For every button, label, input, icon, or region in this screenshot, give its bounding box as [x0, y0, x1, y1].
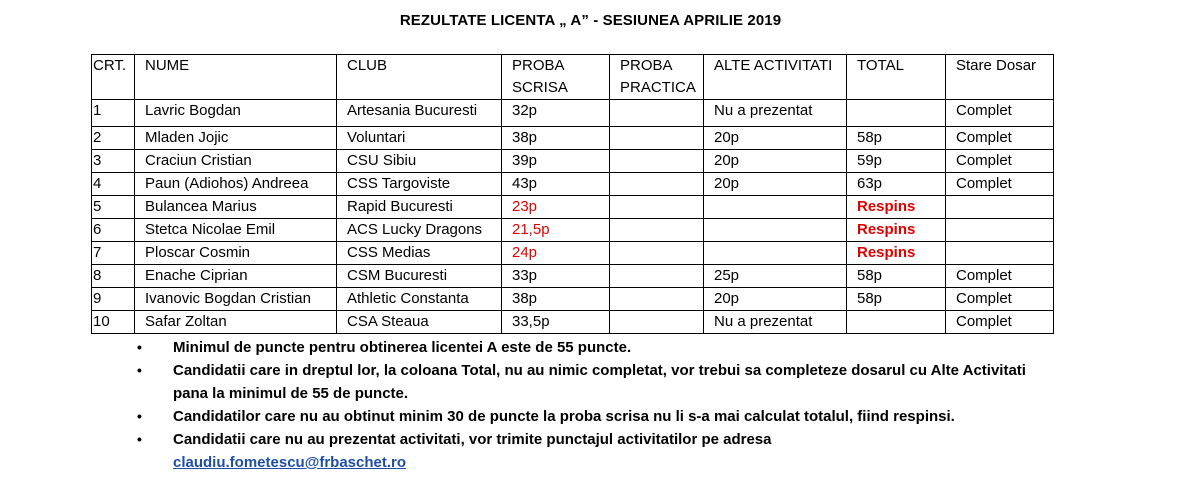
cell-total: 59p — [857, 152, 883, 169]
cell-stare-dosar: Complet — [956, 129, 1012, 146]
cell-club: CSA Steaua — [347, 313, 429, 330]
cell-total: 58p — [857, 290, 883, 307]
header-total: TOTAL — [857, 57, 904, 74]
cell-crt: 8 — [93, 267, 102, 284]
cell-proba-scrisa: 33p — [512, 267, 538, 284]
bullet-icon: • — [137, 362, 142, 378]
cell-alte-activitati: 25p — [714, 267, 740, 284]
header-stare-dosar: Stare Dosar — [956, 57, 1037, 74]
cell-nume: Ploscar Cosmin — [145, 244, 251, 261]
note-item — [135, 336, 1035, 359]
table-row — [92, 242, 1054, 265]
note-item — [135, 428, 1035, 474]
cell-nume: Paun (Adiohos) Andreea — [145, 175, 309, 192]
cell-proba-scrisa: 38p — [512, 129, 538, 146]
cell-crt: 1 — [93, 102, 102, 119]
table-row — [92, 100, 1054, 127]
note-item — [135, 359, 1035, 405]
cell-crt: 5 — [93, 198, 102, 215]
cell-crt: 6 — [93, 221, 102, 238]
cell-total: Respins — [857, 198, 916, 215]
cell-stare-dosar: Complet — [956, 313, 1012, 330]
cell-total: 58p — [857, 267, 883, 284]
table-row — [92, 311, 1054, 334]
cell-crt: 3 — [93, 152, 102, 169]
cell-stare-dosar: Complet — [956, 267, 1012, 284]
cell-alte-activitati: 20p — [714, 152, 740, 169]
cell-stare-dosar: Complet — [956, 102, 1012, 119]
cell-proba-scrisa: 43p — [512, 175, 538, 192]
cell-stare-dosar: Complet — [956, 152, 1012, 169]
cell-club: Artesania Bucuresti — [347, 102, 478, 119]
cell-total: 58p — [857, 129, 883, 146]
cell-alte-activitati: 20p — [714, 175, 740, 192]
table-row — [92, 219, 1054, 242]
cell-club: Rapid Bucuresti — [347, 198, 453, 215]
cell-nume: Bulancea Marius — [145, 198, 257, 215]
cell-total: Respins — [857, 244, 916, 261]
cell-club: CSU Sibiu — [347, 152, 417, 169]
header-alte-activitati: ALTE ACTIVITATI — [714, 57, 833, 74]
table-row — [92, 196, 1054, 219]
cell-crt: 10 — [93, 313, 110, 330]
notes-list — [135, 336, 1035, 474]
note-text: Candidatilor care nu au obtinut minim 30 de puncte la proba scrisa nu li s-a mai calculat totalul, fiind respinsi. — [173, 408, 955, 425]
cell-club: Athletic Constanta — [347, 290, 469, 307]
cell-nume: Craciun Cristian — [145, 152, 252, 169]
note-item — [135, 405, 1035, 428]
bullet-icon: • — [137, 408, 142, 424]
note-text: Candidatii care nu au prezentat activitati, vor trimite punctajul activitatilor pe adresa — [173, 431, 772, 448]
cell-proba-scrisa: 33,5p — [512, 313, 550, 330]
note-text: Candidatii care in dreptul lor, la coloana Total, nu au nimic completat, vor trebui sa completeze dosarul cu Alte Activitati pana la minimul de 55 de puncte. — [173, 362, 1026, 402]
cell-proba-scrisa: 32p — [512, 102, 538, 119]
table-row — [92, 127, 1054, 150]
cell-crt: 4 — [93, 175, 102, 192]
cell-proba-scrisa: 24p — [512, 244, 538, 261]
cell-club: ACS Lucky Dragons — [347, 221, 483, 238]
cell-alte-activitati: 20p — [714, 129, 740, 146]
cell-crt: 2 — [93, 129, 102, 146]
cell-club: CSM Bucuresti — [347, 267, 448, 284]
cell-total: 63p — [857, 175, 883, 192]
cell-nume: Lavric Bogdan — [145, 102, 241, 119]
note-text: Minimul de puncte pentru obtinerea licentei A este de 55 puncte. — [173, 339, 632, 356]
table-row — [92, 150, 1054, 173]
email-link[interactable]: claudiu.fometescu@frbaschet.ro — [173, 454, 407, 471]
header-proba-scrisa: PROBA SCRISA — [512, 57, 568, 96]
bullet-icon: • — [137, 339, 142, 355]
table-row — [92, 265, 1054, 288]
header-nume: NUME — [145, 57, 190, 74]
cell-proba-scrisa: 39p — [512, 152, 538, 169]
table-row — [92, 288, 1054, 311]
header-crt: CRT. — [93, 57, 127, 74]
cell-nume: Enache Ciprian — [145, 267, 248, 284]
header-proba-practica: PROBA PRACTICA — [620, 57, 696, 96]
cell-nume: Mladen Jojic — [145, 129, 229, 146]
cell-alte-activitati: Nu a prezentat — [714, 102, 813, 119]
table-header-row — [92, 55, 1054, 100]
cell-alte-activitati: 20p — [714, 290, 740, 307]
cell-stare-dosar: Complet — [956, 290, 1012, 307]
bullet-icon: • — [137, 431, 142, 447]
results-table — [91, 54, 1054, 334]
cell-nume: Safar Zoltan — [145, 313, 227, 330]
cell-nume: Ivanovic Bogdan Cristian — [145, 290, 311, 307]
cell-club: CSS Targoviste — [347, 175, 451, 192]
cell-proba-scrisa: 38p — [512, 290, 538, 307]
table-row — [92, 173, 1054, 196]
cell-proba-scrisa: 21,5p — [512, 221, 550, 238]
cell-stare-dosar: Complet — [956, 175, 1012, 192]
cell-proba-scrisa: 23p — [512, 198, 538, 215]
cell-club: Voluntari — [347, 129, 406, 146]
cell-alte-activitati: Nu a prezentat — [714, 313, 813, 330]
cell-crt: 7 — [93, 244, 102, 261]
cell-total: Respins — [857, 221, 916, 238]
document-title: REZULTATE LICENTA „ A” - SESIUNEA APRILIE 2019 — [399, 12, 782, 29]
cell-club: CSS Medias — [347, 244, 431, 261]
cell-crt: 9 — [93, 290, 102, 307]
cell-nume: Stetca Nicolae Emil — [145, 221, 276, 238]
header-club: CLUB — [347, 57, 388, 74]
